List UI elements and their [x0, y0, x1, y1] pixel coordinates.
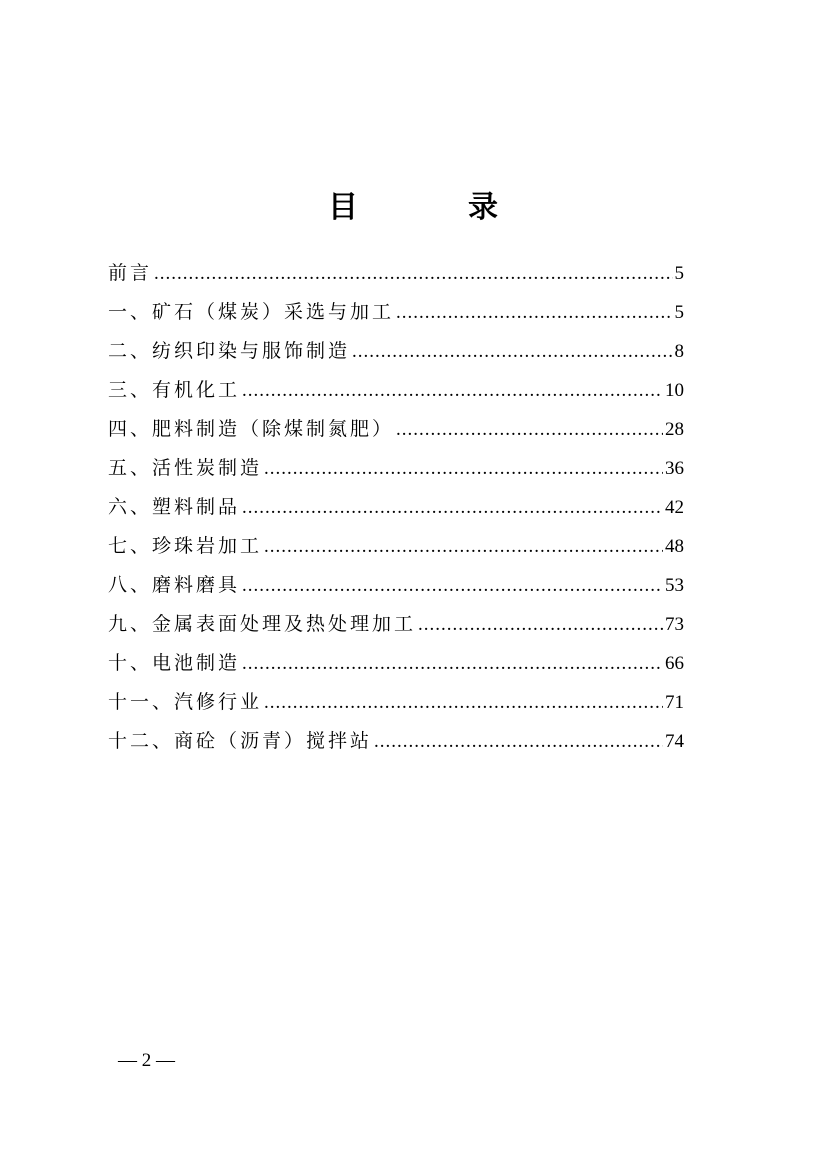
toc-leader-dots [154, 254, 672, 293]
toc-entry-6[interactable] [108, 488, 684, 527]
toc-entry-label: 十一、汽修行业 [108, 691, 263, 713]
toc-entry-page: 66 [665, 653, 684, 674]
toc-entry-1[interactable] [108, 293, 684, 332]
toc-entry-label: 七、珍珠岩加工 [108, 535, 263, 557]
toc-leader-dots [242, 488, 663, 527]
toc-entry-page: 74 [665, 731, 684, 752]
toc-entry-label: 二、纺织印染与服饰制造 [108, 340, 351, 362]
page-number-footer: — 2 — [118, 1050, 175, 1071]
toc-entry-11[interactable] [108, 683, 684, 722]
toc-entry-7[interactable] [108, 527, 684, 566]
toc-leader-dots [396, 410, 663, 449]
toc-leader-dots [418, 605, 663, 644]
page-title: 目 录 [328, 190, 538, 225]
toc-entry-label: 九、金属表面处理及热处理加工 [108, 613, 417, 635]
toc-entry-label: 十二、商砼（沥青）搅拌站 [108, 730, 373, 752]
toc-entry-9[interactable] [108, 605, 684, 644]
toc-leader-dots [242, 566, 663, 605]
toc-entry-5[interactable] [108, 449, 684, 488]
toc-entry-label: 十、电池制造 [108, 652, 241, 674]
toc-entry-page: 10 [665, 380, 684, 401]
toc-entry-label: 五、活性炭制造 [108, 457, 263, 479]
toc-entry-page: 28 [665, 419, 684, 440]
toc-entry-page: 53 [665, 575, 684, 596]
toc-entry-label: 四、肥料制造（除煤制氮肥） [108, 418, 395, 440]
table-of-contents [108, 254, 684, 761]
toc-leader-dots [396, 293, 672, 332]
toc-leader-dots [352, 332, 672, 371]
toc-leader-dots [374, 722, 663, 761]
toc-entry-2[interactable] [108, 332, 684, 371]
toc-entry-page: 71 [665, 692, 684, 713]
toc-entry-page: 48 [665, 536, 684, 557]
toc-leader-dots [264, 683, 663, 722]
toc-entry-page: 5 [674, 302, 684, 323]
toc-entry-4[interactable] [108, 410, 684, 449]
toc-leader-dots [242, 371, 663, 410]
toc-entry-10[interactable] [108, 644, 684, 683]
toc-leader-dots [264, 449, 663, 488]
toc-entry-label: 八、磨料磨具 [108, 574, 241, 596]
toc-entry-label: 一、矿石（煤炭）采选与加工 [108, 301, 395, 323]
toc-entry-preface[interactable] [108, 254, 684, 293]
toc-entry-page: 42 [665, 497, 684, 518]
toc-entry-8[interactable] [108, 566, 684, 605]
toc-leader-dots [264, 527, 663, 566]
toc-entry-page: 36 [665, 458, 684, 479]
toc-entry-page: 5 [674, 263, 684, 284]
toc-entry-12[interactable] [108, 722, 684, 761]
toc-entry-page: 8 [674, 341, 684, 362]
toc-leader-dots [242, 644, 663, 683]
toc-entry-3[interactable] [108, 371, 684, 410]
toc-entry-label: 三、有机化工 [108, 379, 241, 401]
toc-entry-label: 前言 [108, 262, 153, 284]
toc-entry-page: 73 [665, 614, 684, 635]
toc-entry-label: 六、塑料制品 [108, 496, 241, 518]
